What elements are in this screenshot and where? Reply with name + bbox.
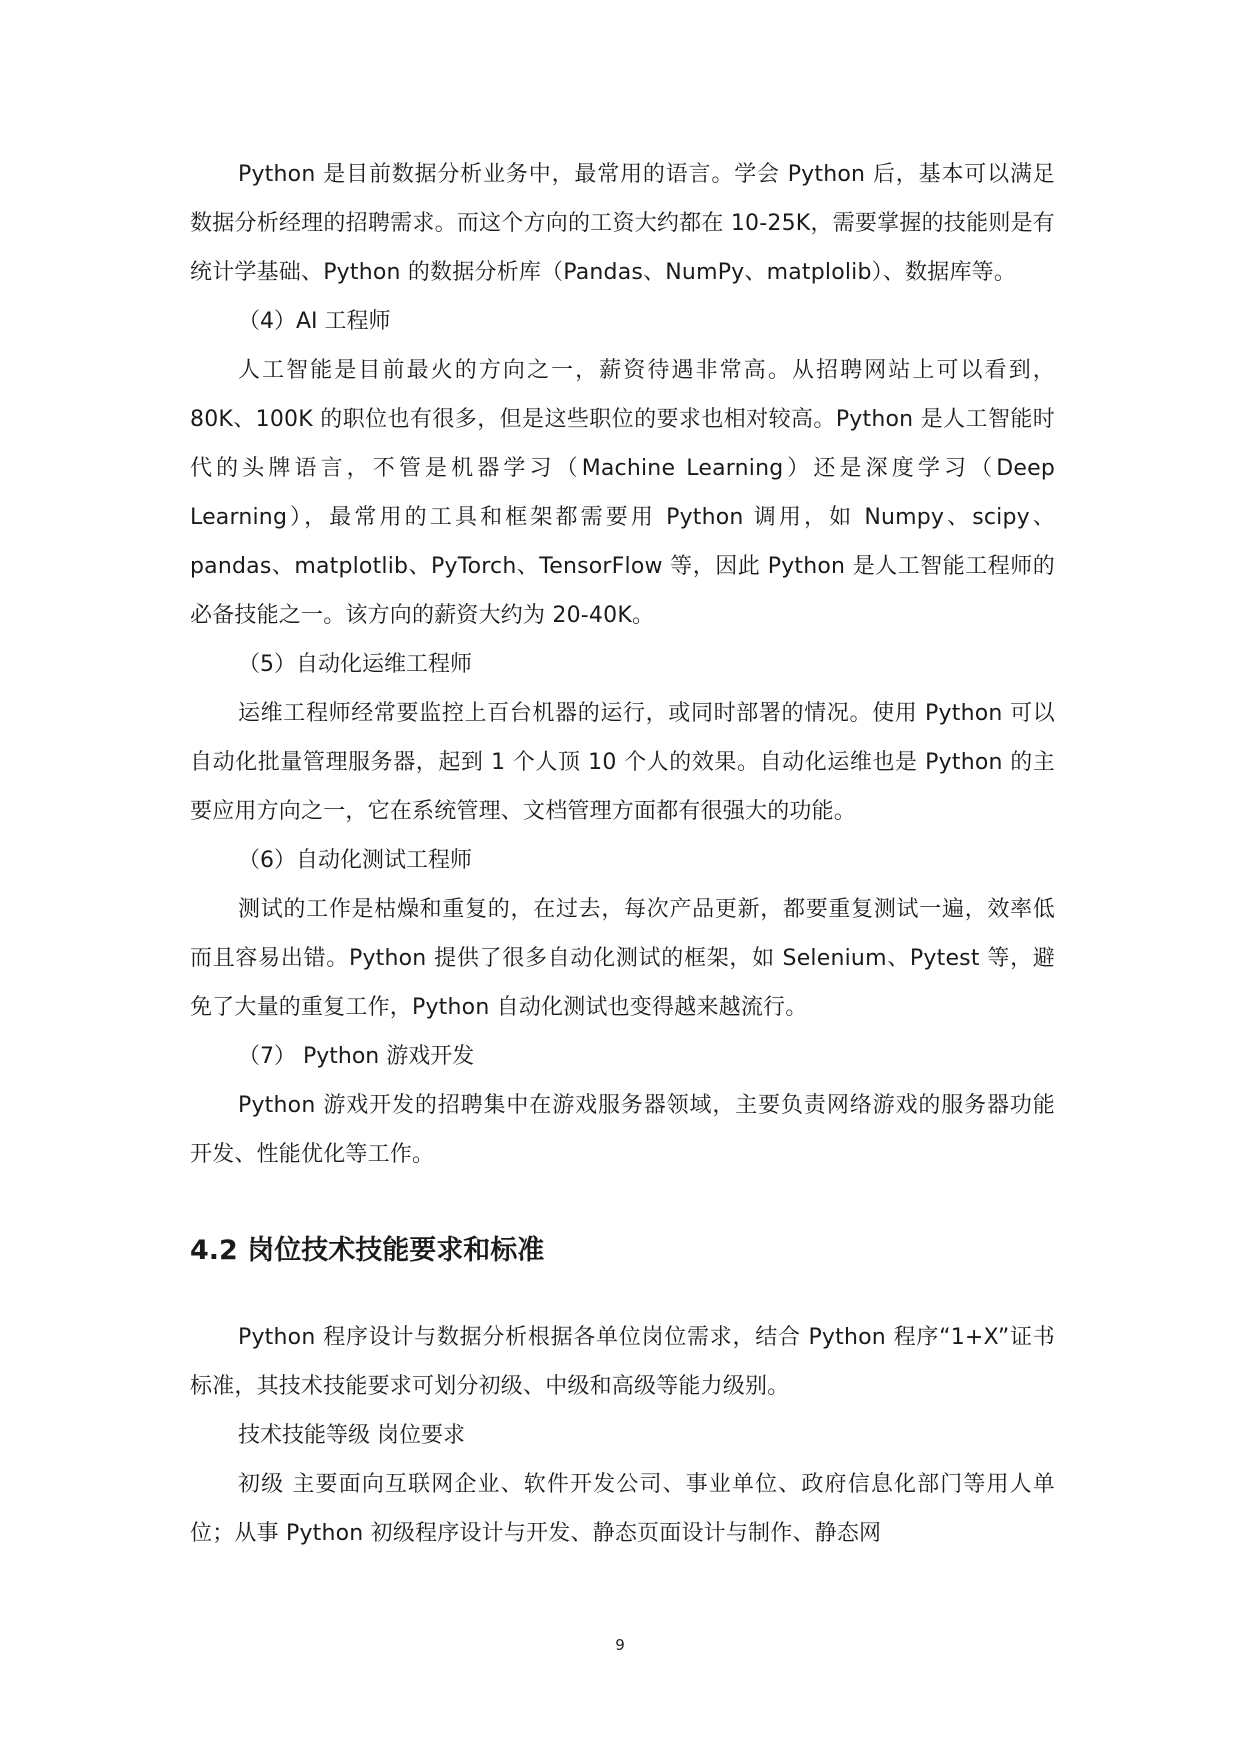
heading-ops-engineer: （5）自动化运维工程师 <box>238 652 472 677</box>
document-page <box>190 150 1055 1558</box>
heading-ai-engineer: （4）AI 工程师 <box>238 309 391 334</box>
paragraph-game-dev: Python 游戏开发的招聘集中在游戏服务器领域，主要负责网络游戏的服务器功能开发、性能优化等工作。 <box>190 1093 1055 1167</box>
paragraph-test-engineer: 测试的工作是枯燥和重复的，在过去，每次产品更新，都要重复测试一遍，效率低而且容易出错。Python 提供了很多自动化测试的框架，如 Selenium、Pytest 等，避免了大量的重复工作，Python 自动化测试也变得越来越流行。 <box>190 897 1055 1020</box>
paragraph-data-analysis: Python 是目前数据分析业务中，最常用的语言。学会 Python 后，基本可以满足数据分析经理的招聘需求。而这个方向的工资大约都在 10-25K，需要掌握的技能则是有统计学基础、Python 的数据分析库（Pandas、NumPy、matplolib）、数据库等。 <box>190 162 1055 285</box>
section-title-4-2: 4.2 岗位技术技能要求和标准 <box>190 1235 545 1266</box>
paragraph-4-2-intro: Python 程序设计与数据分析根据各单位岗位需求，结合 Python 程序“1+X”证书标准，其技术技能要求可划分初级、中级和高级等能力级别。 <box>190 1325 1055 1399</box>
paragraph-ops-engineer: 运维工程师经常要监控上百台机器的运行，或同时部署的情况。使用 Python 可以自动化批量管理服务器，起到 1 个人顶 10 个人的效果。自动化运维也是 Python 的主要应用方向之一，它在系统管理、文档管理方面都有很强大的功能。 <box>190 701 1055 824</box>
paragraph-ai-engineer: 人工智能是目前最火的方向之一，薪资待遇非常高。从招聘网站上可以看到，80K、100K 的职位也有很多，但是这些职位的要求也相对较高。Python 是人工智能时代的头牌语言，不管是机器学习（Machine Learning）还是深度学习（Deep Learning），最常用的工具和框架都需要用 Python 调用，如 Numpy、scipy、pandas、matplotlib、PyTorch、TensorFlow 等，因此 Python 是人工智能工程师的必备技能之一。该方向的薪资大约为 20-40K。 <box>190 358 1055 628</box>
page-number: 9 <box>615 1636 625 1654</box>
heading-game-dev: （7） Python 游戏开发 <box>238 1044 475 1069</box>
skill-table-header: 技术技能等级 岗位要求 <box>238 1423 465 1448</box>
paragraph-level-primary: 初级 主要面向互联网企业、软件开发公司、事业单位、政府信息化部门等用人单位；从事 Python 初级程序设计与开发、静态页面设计与制作、静态网 <box>190 1472 1055 1546</box>
heading-test-engineer: （6）自动化测试工程师 <box>238 848 472 873</box>
